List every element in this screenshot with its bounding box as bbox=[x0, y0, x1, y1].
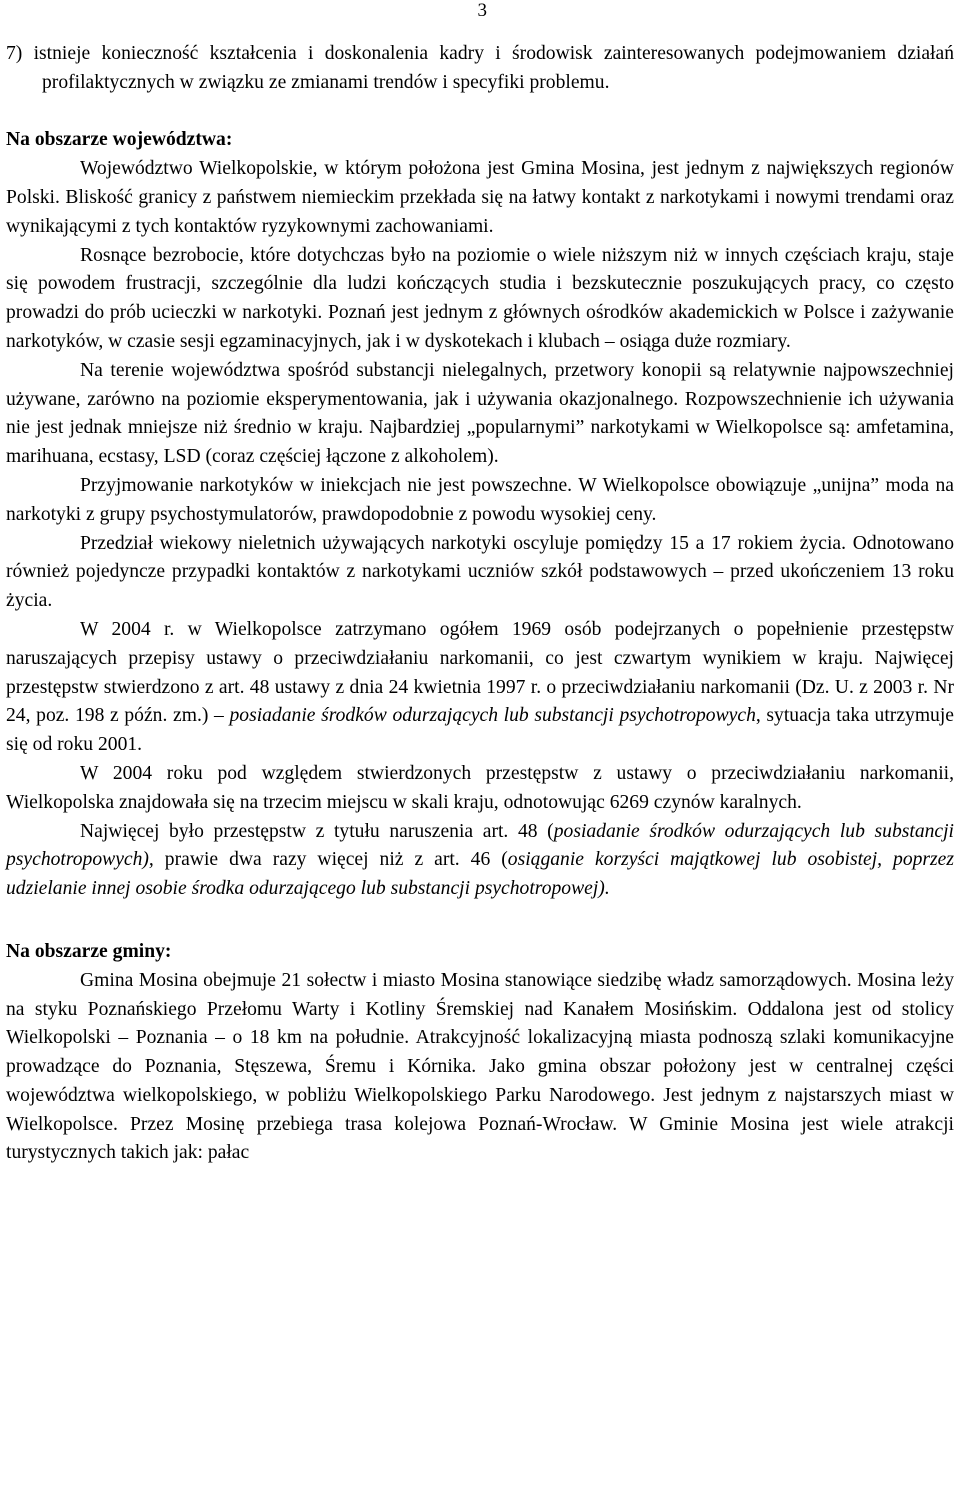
section-commune bbox=[6, 938, 954, 1168]
paragraph bbox=[6, 616, 954, 760]
paragraph: Rosnące bezrobocie, które dotychczas było na poziomie o wiele niższym niż w innych częściach kraju, staje się powodem frustracji, szczególnie dla ludzi kończących studia i bezskutecznie poszukujących pracy, co często prowadzi do prób ucieczki w narkotyki. Poznań jest jednym z głównych ośrodków akademickich w Polsce i zażywanie narkotyków, w czasie sesji egzaminacyjnych, jak i w dyskotekach i klubach – osiąga duże rozmiary. bbox=[6, 244, 954, 352]
section-heading-commune: Na obszarze gminy: bbox=[6, 940, 172, 962]
text-run: W 2004 r. w Wielkopolsce zatrzymano ogółem 1969 osób podejrzanych o popełnienie przestępstw naruszających przepisy ustawy o przeciwdziałaniu narkomanii, co jest czwartym wynikiem w kraju. Najwięcej przestępstw stwierdzono z art. 48 ustawy z dnia 24 kwietnia 1997 r. o przeciwdziałaniu narkomanii (Dz. U. z 2003 r. Nr 24, poz. 198 z późn. zm.) – bbox=[6, 618, 954, 727]
list-item-7: 7) istnieje konieczność kształcenia i doskonalenia kadry i środowisk zainteresowanych podejmowaniem działań profilaktycznych w związku ze zmianami trendów i specyfiki problemu. bbox=[6, 43, 954, 93]
page-number: 3 bbox=[477, 0, 487, 21]
section-heading-voivodeship: Na obszarze województwa: bbox=[6, 129, 233, 151]
paragraph: Gmina Mosina obejmuje 21 sołectw i miasto Mosina stanowiące siedzibę władz samorządowych. Mosina leży na styku Poznańskiego Przełomu Warty i Kotliny Śremskiej nad Kanałem Mosińskim. Oddalona jest od stolicy Wielkopolski – Poznania – o 18 km na południe. Atrakcyjność lokalizacyjną miasta podnoszą szlaki komunikacyjne prowadzące do Poznania, Stęszewa, Śremu i Kórnika. Jako gmina obszar położony jest w centralnej części województwa wielkopolskiego, w pobliżu Wielkopolskiego Parku Narodowego. Jest jednym z najstarszych miast w Wielkopolsce. Przez Mosinę przebiega trasa kolejowa Poznań-Wrocław. W Gminie Mosina jest wiele atrakcji turystycznych takich jak: pałac bbox=[6, 969, 954, 1164]
emphasis: osiąganie korzyści majątkowej lub osobistej, poprzez udzielanie innej osobie środka odurzającego lub substancji psychotropowej). bbox=[6, 849, 954, 900]
text-run: Najwięcej było przestępstw z tytułu naruszenia art. 48 ( bbox=[80, 820, 554, 842]
paragraph: Przedział wiekowy nieletnich używających narkotyki oscyluje pomiędzy 15 a 17 rokiem życia. Odnotowano również pojedyncze przypadki kontaktów z narkotykami uczniów szkół podstawowych – przed ukończeniem 13 roku życia. bbox=[6, 532, 954, 612]
text-run: prawie dwa razy więcej niż z art. 46 ( bbox=[153, 849, 508, 871]
section-voivodeship bbox=[6, 126, 954, 904]
emphasis: posiadanie środków odurzających lub substancji psychotropowych bbox=[229, 705, 756, 727]
text-run: , sytuacja taka utrzymuje się od roku 2001. bbox=[6, 705, 954, 756]
paragraph: Na terenie województwa spośród substancji nielegalnych, przetwory konopii są relatywnie najpowszechniej używane, zarówno na poziomie eksperymentowania, jak i używania okazjonalnego. Rozpowszechnienie ich używania nie jest jednak mniejsze niż średnio w kraju. Najbardziej „popularnymi” narkotykami w Wielkopolsce są: amfetamina, marihuana, ecstasy, LSD (coraz częściej łączone z alkoholem). bbox=[6, 359, 954, 468]
paragraph bbox=[6, 818, 954, 904]
emphasis: posiadanie środków odurzających lub substancji psychotropowych), bbox=[6, 820, 954, 871]
paragraph: W 2004 roku pod względem stwierdzonych przestępstw z ustawy o przeciwdziałaniu narkomanii, Wielkopolska znajdowała się na trzecim miejscu w skali kraju, odnotowując 6269 czynów karalnych. bbox=[6, 762, 954, 813]
paragraph: Przyjmowanie narkotyków w iniekcjach nie jest powszechne. W Wielkopolsce obowiązuje „unijna” moda na narkotyki z grupy psychostymulatorów, prawdopodobnie z powodu wysokiej ceny. bbox=[6, 474, 954, 525]
paragraph: Województwo Wielkopolskie, w którym położona jest Gmina Mosina, jest jednym z największych regionów Polski. Bliskość granicy z państwem niemieckim przekłada się na łatwy kontakt z narkotykami i nowymi trendami oraz wynikającymi z tych kontaktów ryzykownymi zachowaniami. bbox=[6, 158, 954, 237]
